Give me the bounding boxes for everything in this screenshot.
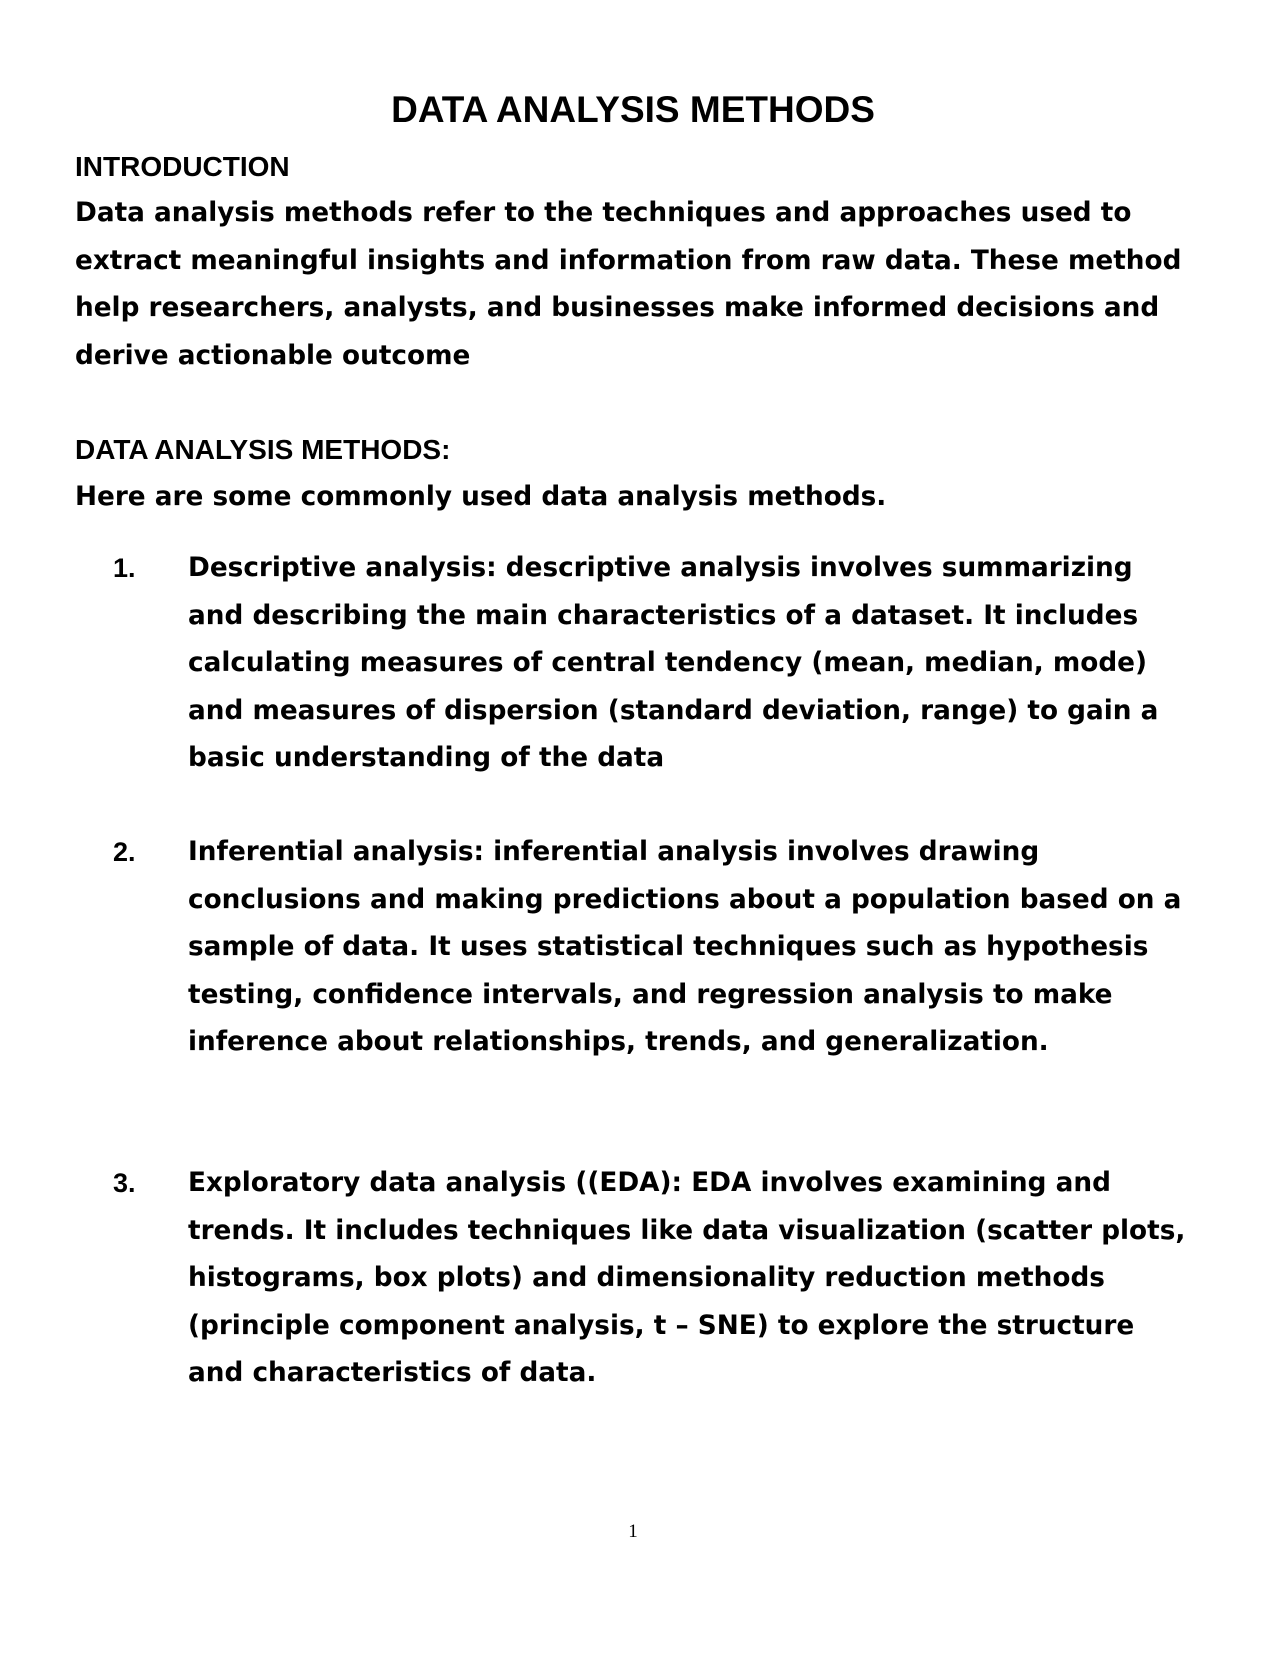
methods-lead-text: Here are some commonly used data analysis methods. (75, 482, 887, 512)
introduction-paragraph: Data analysis methods refer to the techniques and approaches used to extract meaningful insights and information from raw data. These method help researchers, analysts, and businesses make informed decisions and derive actionable outcome (75, 198, 1182, 371)
list-item-text: Inferential analysis: inferential analysis involves drawing conclusions and making predictions about a population based on a sample of data. It uses statistical techniques such as hypothesis testing, confidence intervals, and regression analysis to make inference about relationships, trends, and generalization. (188, 837, 1182, 1057)
list-number: 2. (113, 837, 136, 867)
methods-section-heading: DATA ANALYSIS METHODS: (75, 434, 451, 465)
document-title: DATA ANALYSIS METHODS (391, 89, 875, 130)
list-item-text: Exploratory data analysis ((EDA): EDA involves examining and trends. It includes techniques like data visualization (scatter plots, histograms, box plots) and dimensionality reduction methods (principle component analysis, t – SNE) to explore the structure and characteristics of data. (188, 1168, 1186, 1388)
list-number: 1. (113, 553, 136, 583)
introduction-heading: INTRODUCTION (75, 151, 290, 182)
list-item-text: Descriptive analysis: descriptive analysis involves summarizing and describing the main characteristics of a dataset. It includes calculating measures of central tendency (mean, median, mode) and measures of dispersion (standard deviation, range) to gain a basic understanding of the data (188, 553, 1159, 773)
page-number: 1 (628, 1521, 638, 1542)
list-number: 3. (113, 1168, 136, 1198)
